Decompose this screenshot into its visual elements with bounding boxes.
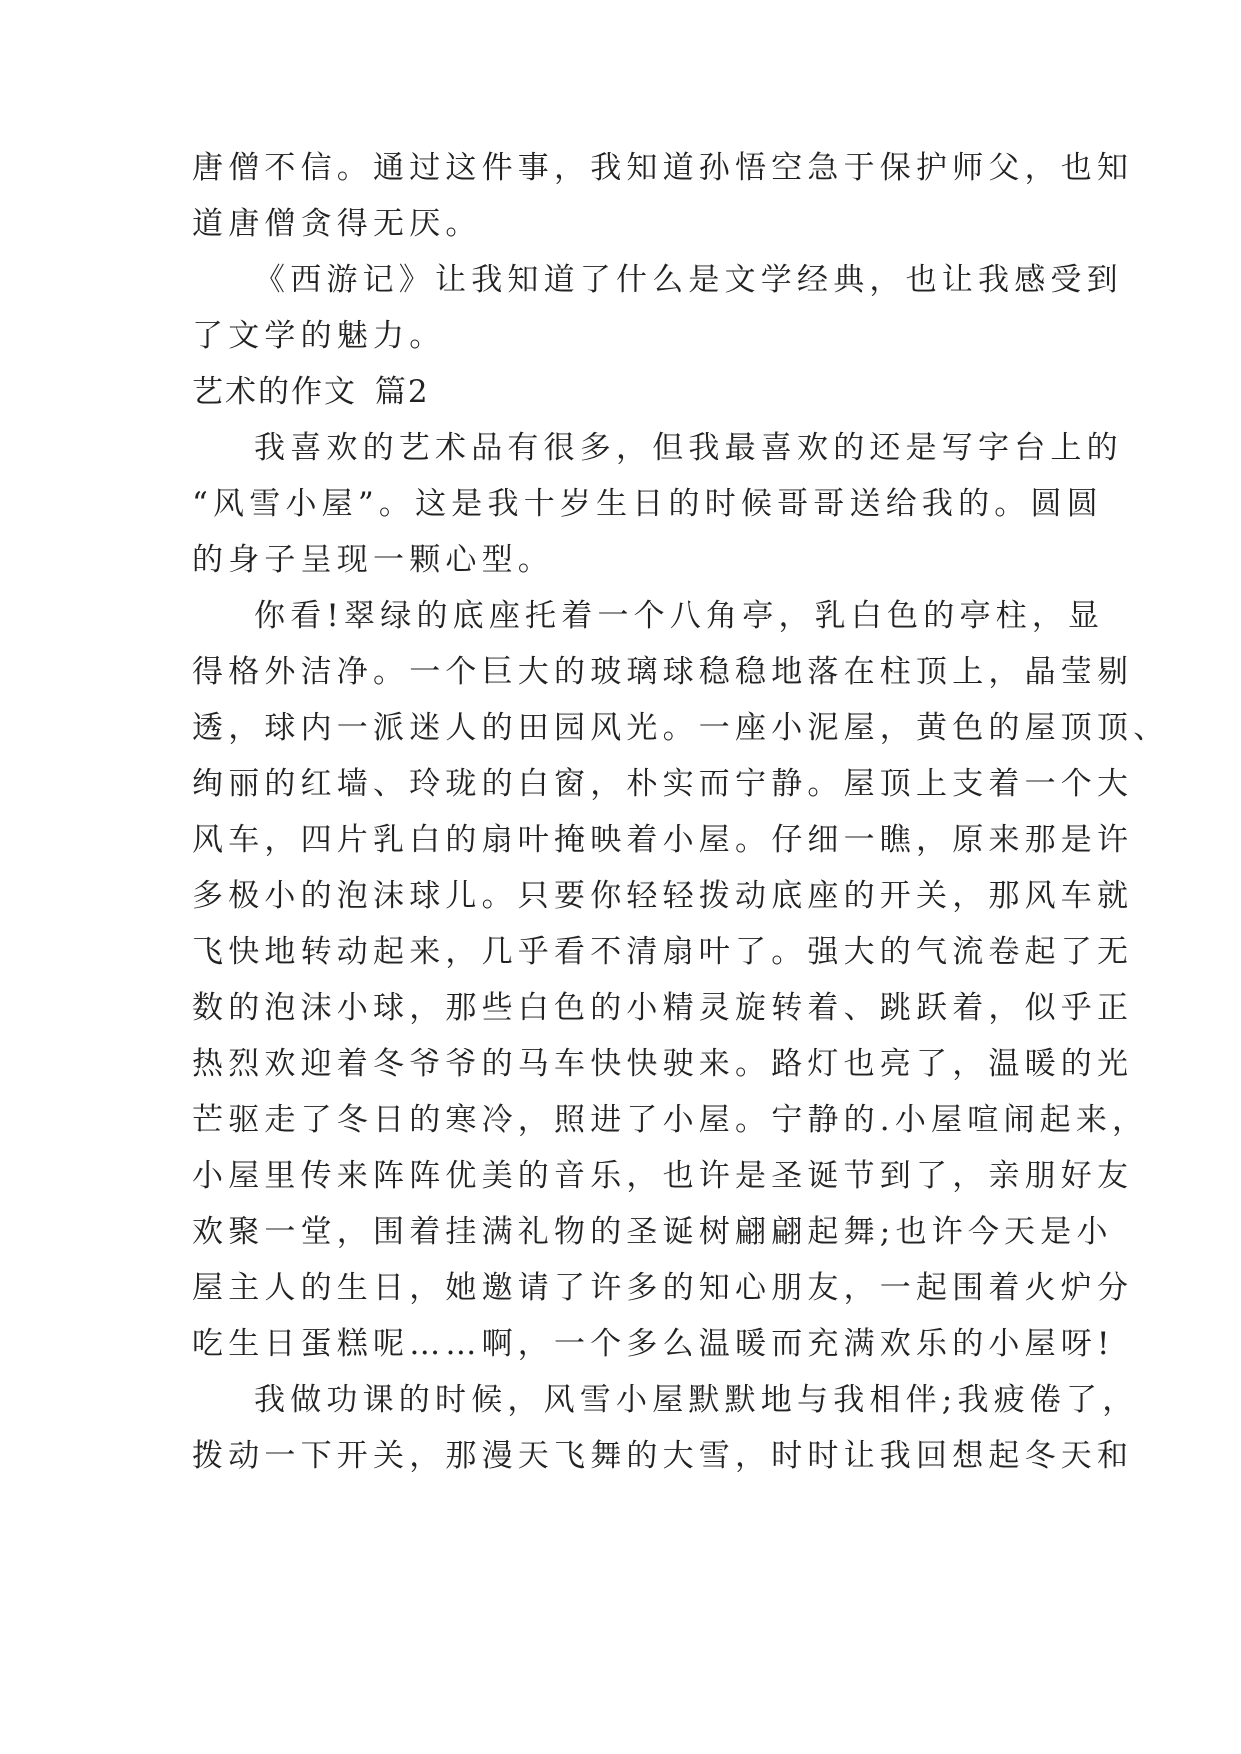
text-line: 数的泡沫小球，那些白色的小精灵旋转着、跳跃着，似乎正 — [192, 990, 1134, 1026]
text-line: 了文学的魅力。 — [192, 318, 446, 354]
text-line: 芒驱走了冬日的寒冷，照进了小屋。宁静的.小屋喧闹起来， — [192, 1102, 1149, 1138]
text-line: “风雪小屋”。这是我十岁生日的时候哥哥送给我的。圆圆 — [192, 486, 1103, 522]
text-line: 风车，四片乳白的扇叶掩映着小屋。仔细一瞧，原来那是许 — [192, 822, 1134, 858]
text-line: 拨动一下开关，那漫天飞舞的大雪，时时让我回想起冬天和 — [192, 1438, 1134, 1474]
text-line: 道唐僧贪得无厌。 — [192, 206, 482, 242]
text-line: 得格外洁净。一个巨大的玻璃球稳稳地落在柱顶上，晶莹剔 — [192, 654, 1134, 690]
text-line: 透，球内一派迷人的田园风光。一座小泥屋，黄色的屋顶顶、 — [192, 710, 1170, 746]
text-line: 多极小的泡沫球儿。只要你轻轻拨动底座的开关，那风车就 — [192, 878, 1134, 914]
text-line: 的身子呈现一颗心型。 — [192, 542, 554, 578]
paragraph-start-line: 《西游记》让我知道了什么是文学经典，也让我感受到 — [254, 262, 1123, 298]
text-line: 吃生日蛋糕呢……啊，一个多么温暖而充满欢乐的小屋呀! — [192, 1326, 1115, 1362]
text-line: 热烈欢迎着冬爷爷的马车快快驶来。路灯也亮了，温暖的光 — [192, 1046, 1134, 1082]
text-line: 绚丽的红墙、玲珑的白窗，朴实而宁静。屋顶上支着一个大 — [192, 766, 1134, 802]
text-line: 唐僧不信。通过这件事，我知道孙悟空急于保护师父，也知 — [192, 150, 1134, 186]
paragraph-start-line: 我做功课的时候，风雪小屋默默地与我相伴;我疲倦了， — [254, 1382, 1139, 1418]
text-line: 屋主人的生日，她邀请了许多的知心朋友，一起围着火炉分 — [192, 1270, 1134, 1306]
text-line: 小屋里传来阵阵优美的音乐，也许是圣诞节到了，亲朋好友 — [192, 1158, 1134, 1194]
section-heading: 艺术的作文 篇2 — [192, 374, 430, 410]
text-line: 欢聚一堂，围着挂满礼物的圣诞树翩翩起舞;也许今天是小 — [192, 1214, 1113, 1250]
text-line: 飞快地转动起来，几乎看不清扇叶了。强大的气流卷起了无 — [192, 934, 1134, 970]
paragraph-start-line: 你看!翠绿的底座托着一个八角亭，乳白色的亭柱，显 — [254, 598, 1105, 634]
paragraph-start-line: 我喜欢的艺术品有很多，但我最喜欢的还是写字台上的 — [254, 430, 1123, 466]
